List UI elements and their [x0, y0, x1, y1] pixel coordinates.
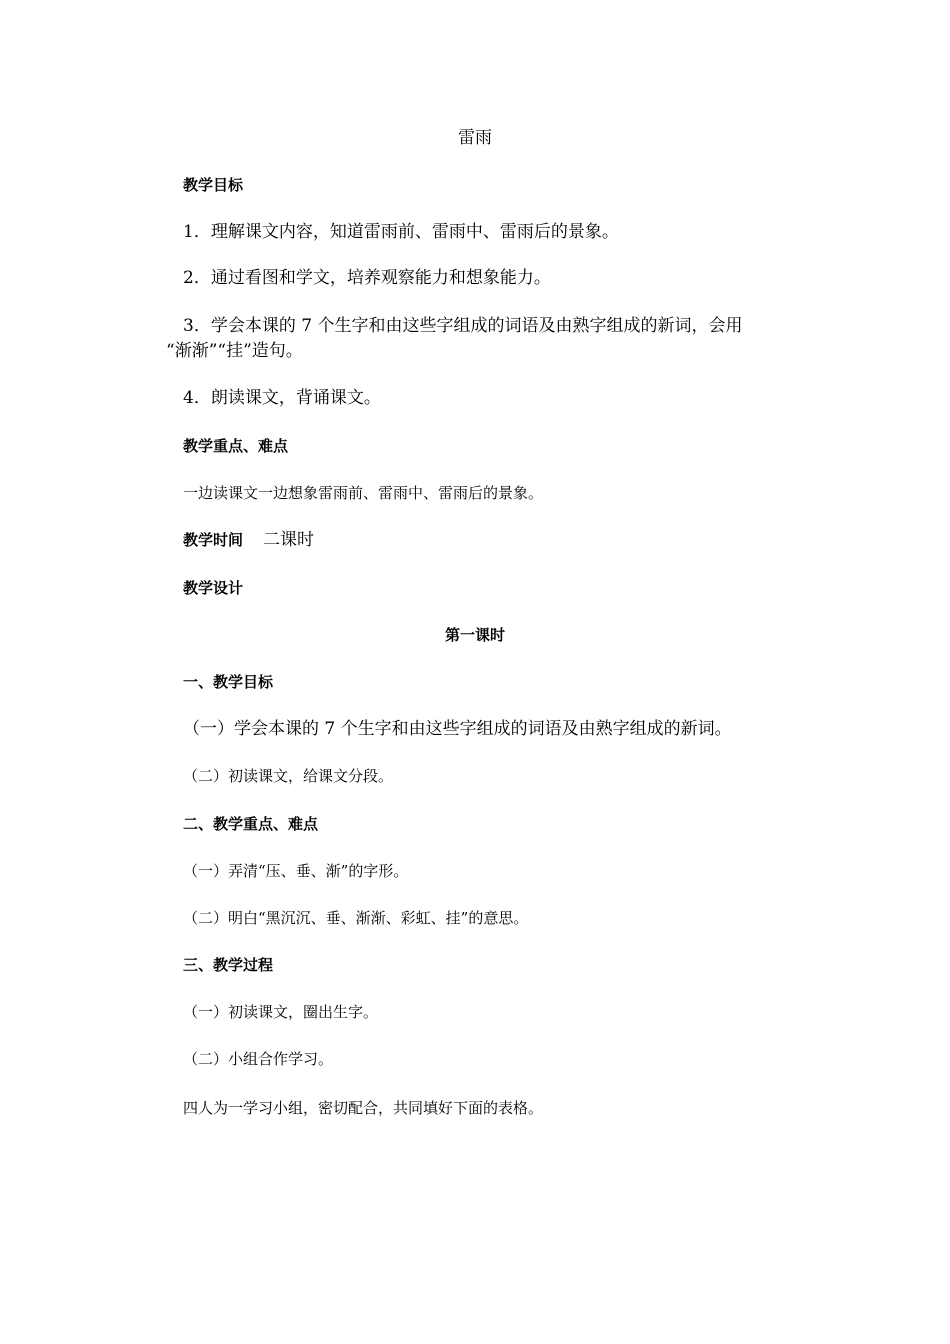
objective-item-2: 2．通过看图和学文，培养观察能力和想象能力。 — [183, 268, 551, 288]
time-heading: 教学时间 — [183, 531, 244, 549]
lesson1-section1-item-2: （二）初读课文，给课文分段。 — [183, 767, 394, 785]
lesson1-section3-item-1: （一）初读课文，圈出生字。 — [183, 1003, 379, 1021]
lesson1-section2-item-1: （一）弄清“压、垂、渐”的字形。 — [183, 862, 409, 880]
lesson1-section1-item-1: （一）学会本课的 7 个生字和由这些字组成的词语及由熟字组成的新词。 — [183, 719, 732, 739]
objective-item-1: 1．理解课文内容，知道雷雨前、雷雨中、雷雨后的景象。 — [183, 222, 619, 242]
lesson1-section1-heading: 一、教学目标 — [183, 673, 274, 691]
document-title: 雷雨 — [458, 128, 492, 148]
lesson1-section3-item-2: （二）小组合作学习。 — [183, 1050, 334, 1068]
key-points-heading: 教学重点、难点 — [183, 437, 289, 455]
design-heading: 教学设计 — [183, 579, 244, 597]
lesson1-closing-text: 四人为一学习小组，密切配合，共同填好下面的表格。 — [183, 1099, 544, 1117]
lesson1-section3-heading: 三、教学过程 — [183, 956, 274, 974]
objective-item-3-continued: “渐渐”“挂”造句。 — [166, 341, 303, 361]
time-value: 二课时 — [263, 530, 315, 550]
objective-item-4: 4．朗读课文，背诵课文。 — [183, 388, 381, 408]
objective-item-3: 3．学会本课的 7 个生字和由这些字组成的词语及由熟字组成的新词，会用 — [183, 316, 743, 336]
lesson1-section2-heading: 二、教学重点、难点 — [183, 815, 319, 833]
lesson1-section2-item-2: （二）明白“黑沉沉、垂、渐渐、彩虹、挂”的意思。 — [183, 909, 529, 927]
lesson1-heading: 第一课时 — [444, 626, 505, 644]
teaching-time-row — [183, 528, 314, 552]
objectives-heading: 教学目标 — [183, 176, 244, 194]
key-points-text: 一边读课文一边想象雷雨前、雷雨中、雷雨后的景象。 — [183, 484, 544, 502]
